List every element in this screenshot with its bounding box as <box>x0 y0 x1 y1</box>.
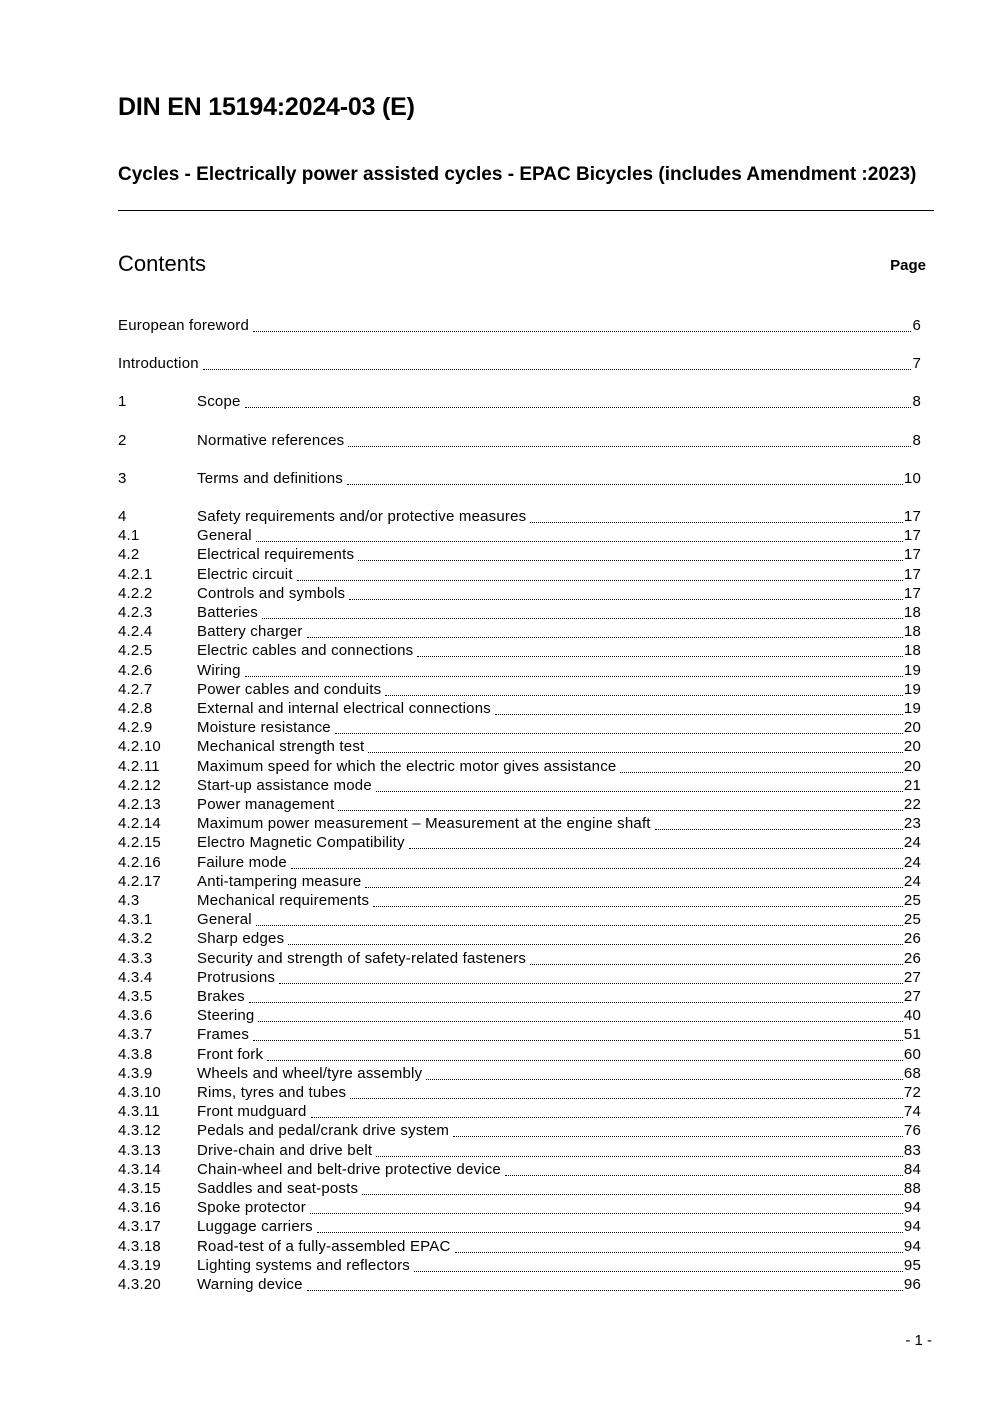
toc-entry-page: 24 <box>903 834 921 851</box>
toc-dot-leader <box>505 1175 903 1176</box>
toc-entry-page: 72 <box>903 1084 921 1101</box>
toc-entry-page: 20 <box>903 758 921 775</box>
toc-entry[interactable] <box>118 853 921 872</box>
toc-entry-number: 4.1 <box>118 527 140 544</box>
toc-entry[interactable] <box>118 431 921 450</box>
toc-entry-title: Batteries <box>197 604 258 621</box>
toc-entry-title: Mechanical requirements <box>197 892 370 909</box>
toc-entry-title: Anti-tampering measure <box>197 873 362 890</box>
toc-entry-number: 4.3.18 <box>118 1238 161 1255</box>
toc-entry[interactable] <box>118 680 921 699</box>
toc-entry-title: European foreword <box>118 317 249 334</box>
toc-entry-number: 4.2.7 <box>118 681 153 698</box>
toc-entry[interactable] <box>118 603 921 622</box>
toc-entry[interactable] <box>118 1064 921 1083</box>
toc-entry[interactable] <box>118 545 921 564</box>
toc-dot-leader <box>530 964 903 965</box>
toc-entry-page: 27 <box>903 969 921 986</box>
toc-dot-leader <box>495 714 903 715</box>
toc-entry[interactable] <box>118 565 921 584</box>
toc-entry-number: 4.2.10 <box>118 738 161 755</box>
toc-dot-leader <box>203 369 912 370</box>
toc-dot-leader <box>307 1290 903 1291</box>
toc-entry-page: 51 <box>903 1026 921 1043</box>
toc-entry[interactable] <box>118 622 921 641</box>
toc-entry[interactable] <box>118 1198 921 1217</box>
toc-entry-page: 23 <box>903 815 921 832</box>
toc-entry[interactable] <box>118 641 921 660</box>
toc-entry-page: 19 <box>903 681 921 698</box>
toc-dot-leader <box>417 656 903 657</box>
toc-dot-leader <box>291 868 903 869</box>
toc-dot-leader <box>376 1156 903 1157</box>
toc-entry-title: Lighting systems and reflectors <box>197 1257 410 1274</box>
toc-entry-title: Scope <box>197 393 241 410</box>
toc-entry-page: 19 <box>903 700 921 717</box>
toc-entry-number: 3 <box>118 470 127 487</box>
toc-entry-number: 4.3.17 <box>118 1218 161 1235</box>
toc-entry-title: Security and strength of safety-related fasteners <box>197 950 527 967</box>
toc-entry-page: 17 <box>903 566 921 583</box>
toc-dot-leader <box>362 1194 903 1195</box>
toc-entry-title: Electro Magnetic Compatibility <box>197 834 405 851</box>
toc-entry-number: 4.2.17 <box>118 873 161 890</box>
toc-entry-title: Pedals and pedal/crank drive system <box>197 1122 450 1139</box>
toc-dot-leader <box>365 887 902 888</box>
toc-entry[interactable] <box>118 699 921 718</box>
toc-dot-leader <box>253 331 911 332</box>
toc-entry[interactable] <box>118 584 921 603</box>
toc-entry[interactable] <box>118 1083 921 1102</box>
toc-entry-page: 6 <box>912 317 921 334</box>
toc-entry-page: 17 <box>903 508 921 525</box>
toc-dot-leader <box>385 695 903 696</box>
toc-entry-title: Power management <box>197 796 335 813</box>
toc-entry[interactable] <box>118 891 921 910</box>
toc-entry-page: 27 <box>903 988 921 1005</box>
toc-entry-title: Failure mode <box>197 854 287 871</box>
toc-entry-number: 4.3.19 <box>118 1257 161 1274</box>
toc-entry-number: 4.3.15 <box>118 1180 161 1197</box>
toc-entry-title: Battery charger <box>197 623 303 640</box>
toc-entry[interactable] <box>118 392 921 411</box>
toc-entry-number: 4.3.20 <box>118 1276 161 1293</box>
toc-entry[interactable] <box>118 910 921 929</box>
toc-entry-title: Road-test of a fully-assembled EPAC <box>197 1238 451 1255</box>
toc-entry-title: Steering <box>197 1007 255 1024</box>
toc-dot-leader <box>310 1213 903 1214</box>
toc-entry-page: 7 <box>912 355 921 372</box>
contents-heading: Contents <box>118 251 207 276</box>
toc-dot-leader <box>245 407 912 408</box>
toc-entry[interactable] <box>118 1102 921 1121</box>
toc-dot-leader <box>256 541 903 542</box>
toc-entry-title: Introduction <box>118 355 199 372</box>
toc-entry-page: 24 <box>903 873 921 890</box>
toc-entry[interactable] <box>118 968 921 987</box>
toc-entry-title: Moisture resistance <box>197 719 331 736</box>
toc-entry-number: 4.3.3 <box>118 950 153 967</box>
toc-dot-leader <box>288 944 903 945</box>
toc-entry[interactable] <box>118 776 921 795</box>
toc-entry-number: 4.2.13 <box>118 796 161 813</box>
toc-entry-page: 18 <box>903 642 921 659</box>
toc-entry-title: Brakes <box>197 988 245 1005</box>
toc-entry-title: Electric cables and connections <box>197 642 414 659</box>
toc-entry[interactable] <box>118 718 921 737</box>
toc-entry-title: Spoke protector <box>197 1199 306 1216</box>
toc-entry-number: 4.2.4 <box>118 623 153 640</box>
toc-dot-leader <box>350 1098 903 1099</box>
toc-entry-title: Wiring <box>197 662 241 679</box>
toc-entry[interactable] <box>118 1006 921 1025</box>
toc-entry-title: Rims, tyres and tubes <box>197 1084 347 1101</box>
toc-dot-leader <box>620 772 902 773</box>
toc-entry-page: 74 <box>903 1103 921 1120</box>
toc-entry-number: 4.2.5 <box>118 642 153 659</box>
toc-dot-leader <box>426 1079 903 1080</box>
toc-entry[interactable] <box>118 737 921 756</box>
toc-entry-title: Front mudguard <box>197 1103 307 1120</box>
toc-entry-title: Safety requirements and/or protective measures <box>197 508 527 525</box>
toc-entry-page: 76 <box>903 1122 921 1139</box>
toc-entry[interactable] <box>118 949 921 968</box>
toc-entry[interactable] <box>118 1237 921 1256</box>
toc-entry-title: Maximum power measurement – Measurement at the engine shaft <box>197 815 651 832</box>
toc-entry-number: 4.2.15 <box>118 834 161 851</box>
toc-dot-leader <box>349 599 903 600</box>
toc-entry-title: General <box>197 911 252 928</box>
toc-dot-leader <box>455 1252 903 1253</box>
toc-entry[interactable] <box>118 316 921 335</box>
toc-dot-leader <box>279 983 903 984</box>
toc-entry-number: 4.3.11 <box>118 1103 160 1120</box>
toc-dot-leader <box>376 791 903 792</box>
toc-entry-number: 4.3.7 <box>118 1026 153 1043</box>
toc-entry-page: 95 <box>903 1257 921 1274</box>
toc-entry-number: 4 <box>118 508 127 525</box>
document-title: Cycles - Electrically power assisted cycles - EPAC Bicycles (includes Amendment :2023) <box>118 164 917 185</box>
toc-entry-title: Saddles and seat-posts <box>197 1180 359 1197</box>
toc-entry-page: 88 <box>903 1180 921 1197</box>
toc-entry-page: 17 <box>903 585 921 602</box>
toc-entry-page: 18 <box>903 623 921 640</box>
toc-dot-leader <box>262 618 903 619</box>
toc-entry-number: 4.2.16 <box>118 854 161 871</box>
toc-entry-title: Electrical requirements <box>197 546 355 563</box>
toc-entry-page: 10 <box>903 470 921 487</box>
toc-entry-title: Warning device <box>197 1276 303 1293</box>
toc-entry-number: 4.3.9 <box>118 1065 153 1082</box>
toc-entry-page: 83 <box>903 1142 921 1159</box>
toc-entry-page: 22 <box>903 796 921 813</box>
toc-entry-number: 4.3.5 <box>118 988 153 1005</box>
toc-entry-page: 18 <box>903 604 921 621</box>
toc-entry[interactable] <box>118 833 921 852</box>
title-divider <box>118 210 934 211</box>
toc-entry-title: Frames <box>197 1026 250 1043</box>
toc-entry-number: 4.3.16 <box>118 1199 161 1216</box>
document-id: DIN EN 15194:2024-03 (E) <box>118 93 415 121</box>
toc-entry[interactable] <box>118 469 921 488</box>
toc-dot-leader <box>373 906 903 907</box>
toc-entry[interactable] <box>118 1045 921 1064</box>
toc-entry-page: 20 <box>903 719 921 736</box>
toc-entry-number: 4.3.10 <box>118 1084 161 1101</box>
toc-entry-title: Controls and symbols <box>197 585 346 602</box>
toc-dot-leader <box>530 522 903 523</box>
toc-entry[interactable] <box>118 757 921 776</box>
toc-entry-number: 4.2.12 <box>118 777 161 794</box>
toc-dot-leader <box>256 925 903 926</box>
toc-entry-number: 4.2.11 <box>118 758 160 775</box>
toc-entry[interactable] <box>118 1160 921 1179</box>
toc-entry-title: Terms and definitions <box>197 470 343 487</box>
toc-entry-number: 4.3.13 <box>118 1142 161 1159</box>
toc-dot-leader <box>249 1002 903 1003</box>
toc-dot-leader <box>338 810 902 811</box>
toc-entry[interactable] <box>118 661 921 680</box>
toc-entry-page: 24 <box>903 854 921 871</box>
toc-entry-page: 40 <box>903 1007 921 1024</box>
toc-entry[interactable] <box>118 1275 921 1294</box>
toc-entry[interactable] <box>118 1025 921 1044</box>
toc-entry-title: Chain-wheel and belt-drive protective device <box>197 1161 501 1178</box>
toc-entry-number: 4.2.2 <box>118 585 153 602</box>
toc-entry-title: Sharp edges <box>197 930 285 947</box>
toc-entry[interactable] <box>118 1217 921 1236</box>
toc-entry-page: 60 <box>903 1046 921 1063</box>
toc-entry-page: 25 <box>903 911 921 928</box>
toc-entry-page: 21 <box>903 777 921 794</box>
toc-dot-leader <box>368 752 903 753</box>
toc-entry-page: 94 <box>903 1238 921 1255</box>
toc-entry-page: 26 <box>903 950 921 967</box>
toc-entry-page: 20 <box>903 738 921 755</box>
toc-entry-title: Luggage carriers <box>197 1218 313 1235</box>
toc-entry-number: 4.2.9 <box>118 719 153 736</box>
toc-dot-leader <box>267 1060 903 1061</box>
toc-entry-number: 4.2 <box>118 546 140 563</box>
toc-entry-page: 19 <box>903 662 921 679</box>
toc-dot-leader <box>317 1232 903 1233</box>
toc-entry-number: 2 <box>118 432 127 449</box>
toc-entry-number: 4.3 <box>118 892 140 909</box>
toc-entry-page: 25 <box>903 892 921 909</box>
toc-entry-page: 17 <box>903 546 921 563</box>
toc-entry-number: 4.3.6 <box>118 1007 153 1024</box>
toc-entry-number: 4.2.8 <box>118 700 153 717</box>
toc-entry-number: 4.2.3 <box>118 604 153 621</box>
toc-entry[interactable] <box>118 507 921 526</box>
toc-entry[interactable] <box>118 987 921 1006</box>
toc-entry-page: 96 <box>903 1276 921 1293</box>
toc-entry-number: 4.2.1 <box>118 566 153 583</box>
toc-dot-leader <box>453 1136 903 1137</box>
toc-entry-page: 8 <box>912 393 921 410</box>
toc-entry-title: Electric circuit <box>197 566 293 583</box>
toc-entry-title: Drive-chain and drive belt <box>197 1142 373 1159</box>
toc-dot-leader <box>335 733 903 734</box>
toc-entry-title: General <box>197 527 252 544</box>
toc-entry-title: Maximum speed for which the electric motor gives assistance <box>197 758 617 775</box>
toc-dot-leader <box>311 1117 903 1118</box>
toc-dot-leader <box>307 637 903 638</box>
toc-entry-number: 4.3.2 <box>118 930 153 947</box>
toc-entry-page: 8 <box>912 432 921 449</box>
toc-entry-page: 68 <box>903 1065 921 1082</box>
toc-dot-leader <box>409 848 903 849</box>
toc-entry[interactable] <box>118 354 921 373</box>
toc-entry[interactable] <box>118 1121 921 1140</box>
toc-entry-number: 4.3.12 <box>118 1122 161 1139</box>
toc-dot-leader <box>348 446 911 447</box>
toc-entry-number: 1 <box>118 393 127 410</box>
toc-entry-number: 4.3.8 <box>118 1046 153 1063</box>
toc-entry[interactable] <box>118 814 921 833</box>
toc-dot-leader <box>253 1040 903 1041</box>
toc-entry-page: 84 <box>903 1161 921 1178</box>
toc-entry-page: 94 <box>903 1199 921 1216</box>
page-column-heading: Page <box>890 257 926 274</box>
toc-entry[interactable] <box>118 526 921 545</box>
toc-entry-title: Front fork <box>197 1046 264 1063</box>
toc-entry-title: Wheels and wheel/tyre assembly <box>197 1065 423 1082</box>
toc-dot-leader <box>347 484 903 485</box>
toc-entry-title: Power cables and conduits <box>197 681 382 698</box>
toc-entry[interactable] <box>118 1256 921 1275</box>
toc-dot-leader <box>655 829 903 830</box>
toc-entry-title: External and internal electrical connections <box>197 700 491 717</box>
toc-entry-number: 4.2.14 <box>118 815 161 832</box>
toc-dot-leader <box>258 1021 902 1022</box>
toc-entry-title: Protrusions <box>197 969 276 986</box>
toc-entry-number: 4.2.6 <box>118 662 153 679</box>
toc-entry-title: Normative references <box>197 432 345 449</box>
page-number: - 1 - <box>905 1332 932 1349</box>
toc-dot-leader <box>358 560 903 561</box>
toc-entry[interactable] <box>118 872 921 891</box>
toc-entry-page: 26 <box>903 930 921 947</box>
toc-entry-number: 4.3.14 <box>118 1161 161 1178</box>
toc-entry[interactable] <box>118 1141 921 1160</box>
toc-entry-number: 4.3.1 <box>118 911 153 928</box>
toc-entry-page: 94 <box>903 1218 921 1235</box>
toc-entry[interactable] <box>118 929 921 948</box>
toc-entry-title: Mechanical strength test <box>197 738 365 755</box>
toc-entry[interactable] <box>118 795 921 814</box>
toc-entry[interactable] <box>118 1179 921 1198</box>
toc-dot-leader <box>245 676 903 677</box>
toc-dot-leader <box>414 1271 903 1272</box>
toc-dot-leader <box>297 580 903 581</box>
toc-entry-page: 17 <box>903 527 921 544</box>
toc-entry-title: Start-up assistance mode <box>197 777 372 794</box>
toc-entry-number: 4.3.4 <box>118 969 153 986</box>
